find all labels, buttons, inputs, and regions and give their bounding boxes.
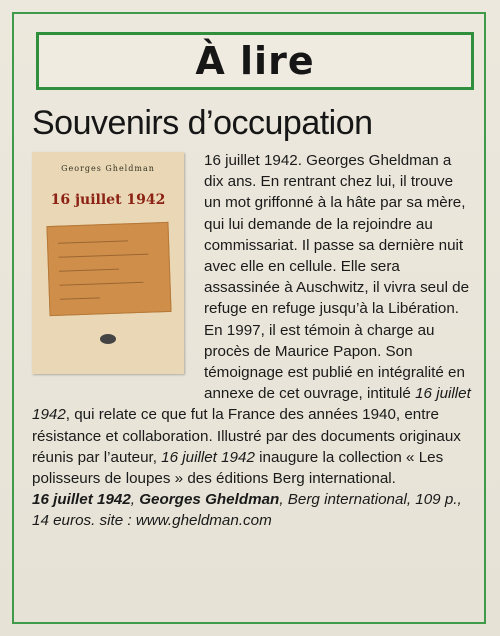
credit-author: Georges Gheldman (139, 491, 280, 509)
section-header (36, 32, 474, 90)
credit-title: 16 juillet 1942 (32, 491, 131, 509)
book-title-inline-2: 16 juillet 1942 (161, 448, 255, 466)
credit-sep: , (130, 491, 140, 509)
book-title-inline-1: 16 juillet 1942 (32, 385, 471, 424)
book-cover-author: Georges Gheldman (61, 164, 155, 173)
section-label: À lire (195, 39, 315, 83)
credit-details: , Berg international, 109 p., 14 euros. site : www.gheldman.com (32, 491, 462, 530)
body-part-2: , qui relate ce que fut la France des années 1940, entre résistance et collaboration. Illustré par des documents originaux réunis par l’auteur, (32, 406, 461, 466)
book-cover-title: 16 juillet 1942 (50, 192, 166, 208)
body-part-3: inaugure la collection « Les polisseurs de loupes » des éditions Berg international. (32, 448, 444, 488)
book-credit-line (32, 489, 472, 531)
article-headline: Souvenirs d’occupation (32, 104, 373, 142)
body-part-1: 16 juillet 1942. Georges Gheldman a dix ans. En rentrant chez lui, il trouve un mot griffonné à la hâte par sa mère, qui lui demande de la rejoindre au commissariat. Il passe sa dernière nuit avec elle en cellule. Elle sera assassinée à Auschwitz, il vivra seul de refuge en refuge jusqu’à la Libération. En 1997, il est témoin à charge au procès de Maurice Papon. Son témoignage est publié en intégralité en annexe de cet ouvrage, intitulé (204, 152, 470, 403)
article-body (32, 150, 472, 532)
